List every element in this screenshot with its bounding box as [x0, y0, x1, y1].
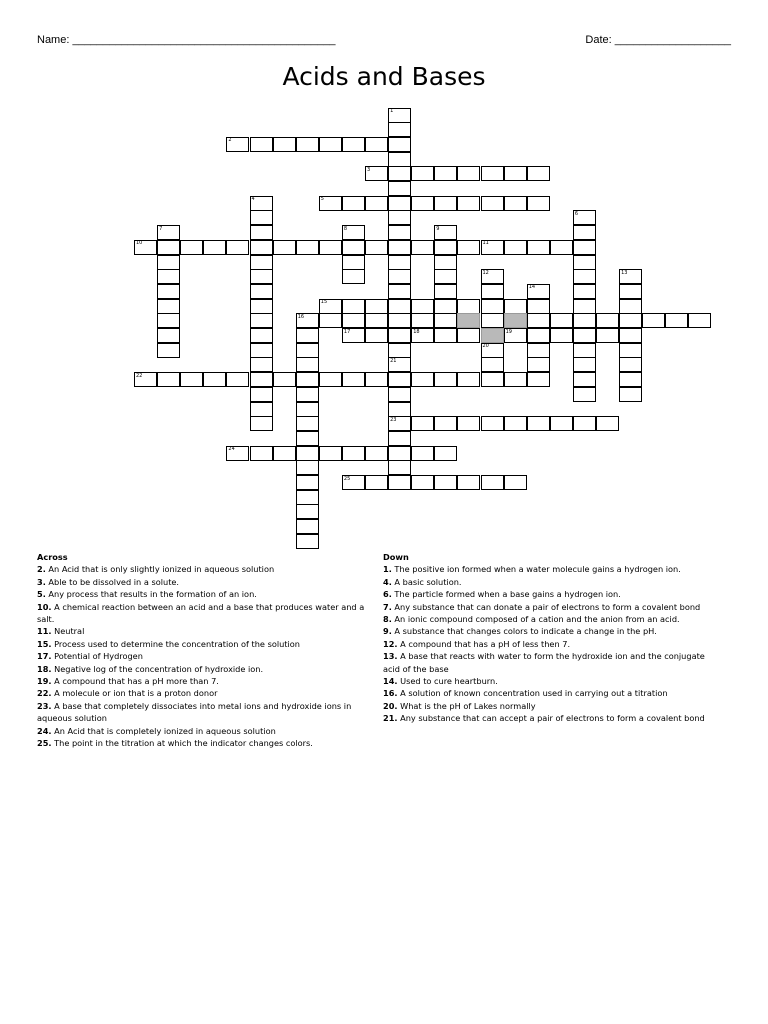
crossword-cell[interactable] — [342, 313, 365, 328]
clue-text: Negative log of the concentration of hydroxide ion. — [54, 663, 264, 674]
down-clue — [383, 576, 723, 588]
crossword-cell[interactable] — [226, 240, 249, 255]
crossword-cell[interactable] — [434, 372, 457, 387]
crossword-cell[interactable] — [250, 240, 273, 255]
clue-number: 15. — [37, 638, 52, 649]
crossword-cell[interactable] — [388, 431, 411, 446]
crossword-cell[interactable] — [273, 446, 296, 461]
crossword-cell[interactable] — [434, 328, 457, 343]
clue-number: 21. — [383, 713, 398, 724]
crossword-cell[interactable] — [457, 313, 480, 328]
clue-number-label: 15 — [320, 299, 328, 306]
across-clue — [37, 700, 367, 725]
crossword-cell[interactable] — [596, 328, 619, 343]
crossword-cell[interactable] — [250, 210, 273, 225]
crossword-cell[interactable] — [573, 416, 596, 431]
crossword-cell[interactable] — [365, 240, 388, 255]
crossword-cell[interactable] — [388, 152, 411, 167]
crossword-cell[interactable] — [619, 357, 642, 372]
crossword-cell[interactable] — [388, 299, 411, 314]
crossword-cell[interactable] — [411, 313, 434, 328]
crossword-cell[interactable] — [273, 137, 296, 152]
clue-number: 12. — [383, 638, 398, 649]
crossword-cell[interactable] — [342, 372, 365, 387]
crossword-cell[interactable] — [457, 196, 480, 211]
crossword-cell[interactable] — [457, 328, 480, 343]
crossword-cell[interactable] — [481, 166, 504, 181]
crossword-cell[interactable] — [296, 446, 319, 461]
crossword-cell[interactable] — [250, 357, 273, 372]
crossword-cell[interactable] — [250, 225, 273, 240]
crossword-cell[interactable] — [642, 313, 665, 328]
clue-number: 11. — [37, 626, 52, 637]
clue-number: 20. — [383, 700, 398, 711]
crossword-cell[interactable] — [457, 240, 480, 255]
crossword-cell[interactable] — [296, 431, 319, 446]
crossword-cell[interactable] — [573, 240, 596, 255]
across-heading: Across — [37, 552, 68, 562]
across-clue — [37, 687, 367, 699]
crossword-cell[interactable] — [504, 166, 527, 181]
crossword-cell[interactable] — [250, 343, 273, 358]
clue-text: An Acid that is completely ionized in aqueous solution — [54, 725, 276, 736]
across-clue — [37, 663, 367, 675]
down-clue — [383, 712, 723, 724]
crossword-cell[interactable] — [342, 446, 365, 461]
down-clue — [383, 687, 723, 699]
crossword-cell[interactable] — [226, 372, 249, 387]
crossword-cell[interactable] — [250, 255, 273, 270]
crossword-cell[interactable] — [619, 372, 642, 387]
clue-number: 25. — [37, 738, 52, 749]
crossword-cell[interactable] — [365, 446, 388, 461]
crossword-cell[interactable] — [619, 284, 642, 299]
crossword-cell[interactable] — [481, 196, 504, 211]
crossword-cell[interactable] — [573, 387, 596, 402]
crossword-cell[interactable] — [504, 299, 527, 314]
crossword-cell[interactable] — [319, 372, 342, 387]
crossword-cell[interactable] — [434, 240, 457, 255]
date-field: Date: ___________________ — [585, 34, 731, 46]
crossword-cell[interactable] — [481, 284, 504, 299]
clue-number-label: 19 — [505, 328, 512, 335]
clue-number-label: 24 — [228, 446, 235, 453]
crossword-cell[interactable] — [457, 416, 480, 431]
crossword-cell[interactable] — [504, 196, 527, 211]
crossword-cell[interactable] — [365, 475, 388, 490]
crossword-cell[interactable] — [434, 255, 457, 270]
crossword-cell[interactable] — [619, 328, 642, 343]
crossword-cell[interactable] — [342, 269, 365, 284]
crossword-cell[interactable] — [296, 387, 319, 402]
crossword-cell[interactable] — [457, 166, 480, 181]
crossword-cell[interactable] — [296, 343, 319, 358]
crossword-cell[interactable] — [411, 416, 434, 431]
crossword-cell[interactable] — [296, 504, 319, 519]
crossword-cell[interactable] — [411, 166, 434, 181]
clue-number: 19. — [37, 676, 52, 687]
clue-text: An ionic compound composed of a cation and the anion from an acid. — [394, 614, 680, 625]
crossword-cell[interactable] — [180, 240, 203, 255]
crossword-cell[interactable] — [573, 343, 596, 358]
crossword-cell[interactable] — [481, 357, 504, 372]
name-field: Name: ___________________________________________ — [37, 34, 336, 46]
crossword-cell[interactable] — [504, 313, 527, 328]
down-clue — [383, 625, 723, 637]
crossword-cell[interactable] — [157, 299, 180, 314]
crossword-cell[interactable] — [481, 313, 504, 328]
crossword-cell[interactable] — [365, 372, 388, 387]
clue-text: What is the pH of Lakes normally — [400, 700, 536, 711]
crossword-cell[interactable] — [573, 225, 596, 240]
crossword-cell[interactable] — [342, 240, 365, 255]
crossword-cell[interactable] — [250, 416, 273, 431]
crossword-cell[interactable] — [434, 416, 457, 431]
crossword-cell[interactable] — [411, 299, 434, 314]
crossword-cell[interactable] — [388, 269, 411, 284]
across-clue — [37, 576, 367, 588]
clue-text: The particle formed when a base gains a hydrogen ion. — [394, 589, 621, 600]
crossword-cell[interactable] — [573, 313, 596, 328]
down-clues — [383, 551, 723, 725]
clue-number: 22. — [37, 688, 52, 699]
crossword-cell[interactable] — [665, 313, 688, 328]
clue-number-label: 17 — [343, 328, 351, 335]
clue-text: A molecule or ion that is a proton donor — [54, 688, 218, 699]
crossword-cell[interactable] — [203, 240, 226, 255]
clue-number: 7. — [383, 601, 392, 612]
crossword-cell[interactable] — [481, 416, 504, 431]
clue-number-label: 23 — [390, 416, 397, 423]
crossword-cell[interactable] — [388, 343, 411, 358]
crossword-cell[interactable] — [388, 387, 411, 402]
clue-text: The point in the titration at which the indicator changes colors. — [54, 738, 313, 749]
clue-number-label: 9 — [436, 225, 440, 232]
crossword-cell[interactable] — [388, 284, 411, 299]
crossword-cell[interactable] — [388, 372, 411, 387]
crossword-cell[interactable] — [527, 357, 550, 372]
crossword-cell[interactable] — [573, 372, 596, 387]
crossword-cell[interactable] — [688, 313, 711, 328]
clue-text: A compound that has a pH of less then 7. — [400, 638, 571, 649]
clue-number: 6. — [383, 589, 392, 600]
crossword-cell[interactable] — [481, 475, 504, 490]
crossword-cell[interactable] — [296, 328, 319, 343]
clue-number: 14. — [383, 676, 398, 687]
clue-text: Any process that results in the formation of an ion. — [48, 589, 257, 600]
crossword-cell[interactable] — [619, 343, 642, 358]
clue-number-label: 4 — [251, 196, 255, 203]
crossword-cell[interactable] — [365, 196, 388, 211]
crossword-cell[interactable] — [157, 240, 180, 255]
crossword-cell[interactable] — [434, 196, 457, 211]
clue-number-label: 25 — [343, 475, 351, 482]
down-heading: Down — [383, 552, 409, 562]
across-clue — [37, 650, 367, 662]
clue-number-label: 21 — [390, 357, 397, 364]
crossword-cell[interactable] — [250, 446, 273, 461]
across-clue — [37, 625, 367, 637]
across-clue — [37, 563, 367, 575]
crossword-cell[interactable] — [411, 446, 434, 461]
clue-number: 9. — [383, 626, 392, 637]
crossword-cell[interactable] — [296, 475, 319, 490]
crossword-cell[interactable] — [388, 137, 411, 152]
crossword-cell[interactable] — [365, 328, 388, 343]
crossword-cell[interactable] — [388, 225, 411, 240]
clue-number: 8. — [383, 614, 392, 625]
clue-number-label: 2 — [228, 137, 232, 144]
crossword-cell[interactable] — [296, 490, 319, 505]
crossword-cell[interactable] — [527, 343, 550, 358]
crossword-cell[interactable] — [573, 269, 596, 284]
crossword-cell[interactable] — [157, 343, 180, 358]
clue-text: Any substance that can accept a pair of electrons to form a covalent bond — [400, 713, 705, 724]
crossword-cell[interactable] — [550, 328, 573, 343]
crossword-cell[interactable] — [550, 240, 573, 255]
crossword-cell[interactable] — [250, 328, 273, 343]
across-clue — [37, 675, 367, 687]
crossword-cell[interactable] — [250, 402, 273, 417]
crossword-cell[interactable] — [250, 299, 273, 314]
clue-text: A solution of known concentration used in carrying out a titration — [400, 688, 668, 699]
crossword-cell[interactable] — [342, 299, 365, 314]
clue-number-label: 14 — [528, 284, 536, 291]
clue-number-label: 10 — [136, 240, 143, 247]
crossword-cell[interactable] — [434, 284, 457, 299]
clue-number: 16. — [383, 688, 398, 699]
crossword-cell[interactable] — [434, 446, 457, 461]
clue-number: 2. — [37, 564, 46, 575]
crossword-cell[interactable] — [388, 313, 411, 328]
crossword-cell[interactable] — [388, 328, 411, 343]
across-clue — [37, 588, 367, 600]
clue-text: A compound that has a pH more than 7. — [54, 676, 219, 687]
crossword-cell[interactable] — [296, 402, 319, 417]
crossword-cell[interactable] — [434, 475, 457, 490]
crossword-cell[interactable] — [596, 416, 619, 431]
clue-text: A base that reacts with water to form the hydroxide ion and the conjugate acid of the base — [383, 651, 705, 674]
crossword-cell[interactable] — [527, 196, 550, 211]
down-clue — [383, 650, 723, 675]
crossword-cell[interactable] — [504, 416, 527, 431]
crossword-cell[interactable] — [527, 240, 550, 255]
crossword-cell[interactable] — [250, 313, 273, 328]
worksheet-title: Acids and Bases — [282, 62, 486, 91]
crossword-cell[interactable] — [411, 475, 434, 490]
crossword-cell[interactable] — [157, 284, 180, 299]
crossword-cell[interactable] — [434, 299, 457, 314]
crossword-cell[interactable] — [527, 299, 550, 314]
crossword-cell[interactable] — [573, 299, 596, 314]
crossword-cell[interactable] — [619, 387, 642, 402]
clue-text: Neutral — [54, 626, 85, 637]
crossword-cell[interactable] — [365, 313, 388, 328]
clue-number: 17. — [37, 651, 52, 662]
crossword-cell[interactable] — [388, 475, 411, 490]
crossword-cell[interactable] — [388, 446, 411, 461]
clue-number-label: 7 — [159, 225, 163, 232]
crossword-cell[interactable] — [157, 372, 180, 387]
crossword-cell[interactable] — [250, 372, 273, 387]
crossword-cell[interactable] — [319, 137, 342, 152]
crossword-cell[interactable] — [434, 313, 457, 328]
crossword-cell[interactable] — [596, 313, 619, 328]
crossword-cell[interactable] — [527, 166, 550, 181]
across-clue — [37, 725, 367, 737]
crossword-cell[interactable] — [573, 328, 596, 343]
down-clue — [383, 601, 723, 613]
crossword-cell[interactable] — [250, 387, 273, 402]
crossword-cell[interactable] — [388, 210, 411, 225]
crossword-cell[interactable] — [481, 328, 504, 343]
crossword-cell[interactable] — [411, 240, 434, 255]
clue-number: 4. — [383, 576, 392, 587]
crossword-cell[interactable] — [388, 460, 411, 475]
crossword-cell[interactable] — [550, 313, 573, 328]
crossword-cell[interactable] — [250, 284, 273, 299]
clue-text: Able to be dissolved in a solute. — [48, 576, 180, 587]
clue-number: 10. — [37, 601, 52, 612]
clue-number: 1. — [383, 564, 392, 575]
crossword-cell[interactable] — [157, 269, 180, 284]
crossword-cell[interactable] — [319, 313, 342, 328]
clue-number-label: 18 — [413, 328, 420, 335]
crossword-cell[interactable] — [434, 166, 457, 181]
crossword-cell[interactable] — [342, 137, 365, 152]
crossword-cell[interactable] — [527, 372, 550, 387]
clue-text: Potential of Hydrogen — [54, 651, 143, 662]
clue-number-label: 13 — [621, 269, 628, 276]
crossword-cell[interactable] — [296, 416, 319, 431]
clue-number-label: 6 — [574, 210, 579, 217]
crossword-cell[interactable] — [573, 284, 596, 299]
crossword-cell[interactable] — [573, 255, 596, 270]
clue-text: A basic solution. — [394, 576, 462, 587]
clue-number-label: 16 — [297, 313, 305, 320]
clue-text: A base that completely dissociates into metal ions and hydroxide ions in aqueous solution — [37, 700, 352, 724]
crossword-cell[interactable] — [157, 255, 180, 270]
crossword-cell[interactable] — [273, 240, 296, 255]
crossword-cell[interactable] — [388, 196, 411, 211]
clue-number-label: 11 — [482, 240, 489, 247]
crossword-cell[interactable] — [573, 357, 596, 372]
clue-number-label: 8 — [343, 225, 348, 232]
crossword-cell[interactable] — [388, 240, 411, 255]
crossword-cell[interactable] — [434, 269, 457, 284]
crossword-cell[interactable] — [250, 137, 273, 152]
crossword-cell[interactable] — [411, 196, 434, 211]
crossword-cell[interactable] — [527, 416, 550, 431]
crossword-cell[interactable] — [365, 137, 388, 152]
crossword-cell[interactable] — [296, 534, 319, 549]
clue-number: 5. — [37, 589, 46, 600]
crossword-cell[interactable] — [157, 328, 180, 343]
crossword-cell[interactable] — [296, 137, 319, 152]
clue-text: A chemical reaction between an acid and a base that produces water and a salt. — [37, 601, 365, 625]
down-clue — [383, 563, 723, 575]
crossword-cell[interactable] — [527, 313, 550, 328]
clue-text: The positive ion formed when a water molecule gains a hydrogen ion. — [394, 564, 681, 575]
clue-number-label: 5 — [320, 196, 324, 203]
across-clues — [37, 551, 367, 750]
crossword-cell[interactable] — [388, 255, 411, 270]
crossword-cell[interactable] — [273, 372, 296, 387]
crossword-cell[interactable] — [527, 328, 550, 343]
crossword-cell[interactable] — [319, 240, 342, 255]
clue-number: 13. — [383, 651, 398, 662]
crossword-cell[interactable] — [388, 181, 411, 196]
down-clue — [383, 613, 723, 625]
clue-text: Any substance that can donate a pair of electrons to form a covalent bond — [394, 601, 701, 612]
crossword-cell[interactable] — [157, 313, 180, 328]
crossword-cell[interactable] — [296, 372, 319, 387]
across-clue — [37, 638, 367, 650]
crossword-cell[interactable] — [457, 372, 480, 387]
clue-number-label: 1 — [390, 108, 394, 114]
clue-text: Process used to determine the concentration of the solution — [54, 638, 300, 649]
clue-text: An Acid that is only slightly ionized in aqueous solution — [48, 564, 275, 575]
clue-number-label: 12 — [482, 269, 489, 276]
crossword-cell[interactable] — [619, 313, 642, 328]
crossword-cell[interactable] — [296, 240, 319, 255]
crossword-cell[interactable] — [203, 372, 226, 387]
crossword-cell[interactable] — [296, 519, 319, 534]
crossword-cell[interactable] — [296, 357, 319, 372]
clue-text: Used to cure heartburn. — [400, 676, 498, 687]
crossword-cell[interactable] — [388, 402, 411, 417]
crossword-cell[interactable] — [296, 460, 319, 475]
crossword-cell[interactable] — [481, 372, 504, 387]
crossword-cell[interactable] — [250, 269, 273, 284]
down-clue — [383, 588, 723, 600]
crossword-cell[interactable] — [504, 240, 527, 255]
clue-number-label: 3 — [367, 166, 371, 173]
crossword-cell[interactable] — [319, 446, 342, 461]
clue-number-label: 22 — [136, 372, 143, 379]
crossword-cell[interactable] — [550, 416, 573, 431]
crossword-cell[interactable] — [504, 475, 527, 490]
clue-number: 24. — [37, 725, 52, 736]
crossword-cell[interactable] — [411, 372, 434, 387]
crossword-cell[interactable] — [457, 475, 480, 490]
crossword-cell[interactable] — [342, 196, 365, 211]
crossword-cell[interactable] — [388, 166, 411, 181]
across-clue — [37, 737, 367, 749]
crossword-cell[interactable] — [504, 372, 527, 387]
down-clue — [383, 638, 723, 650]
clue-number-label: 20 — [482, 343, 489, 350]
crossword-cell[interactable] — [342, 255, 365, 270]
crossword-cell[interactable] — [619, 299, 642, 314]
across-clue — [37, 601, 367, 626]
clue-number: 23. — [37, 700, 52, 711]
clue-text: A substance that changes colors to indicate a change in the pH. — [394, 626, 657, 637]
crossword-cell[interactable] — [180, 372, 203, 387]
crossword-cell[interactable] — [457, 299, 480, 314]
crossword-cell[interactable] — [388, 122, 411, 137]
crossword-cell[interactable] — [481, 299, 504, 314]
clue-number: 3. — [37, 576, 46, 587]
crossword-cell[interactable] — [365, 299, 388, 314]
down-clue — [383, 700, 723, 712]
down-clue — [383, 675, 723, 687]
clue-number: 18. — [37, 663, 52, 674]
